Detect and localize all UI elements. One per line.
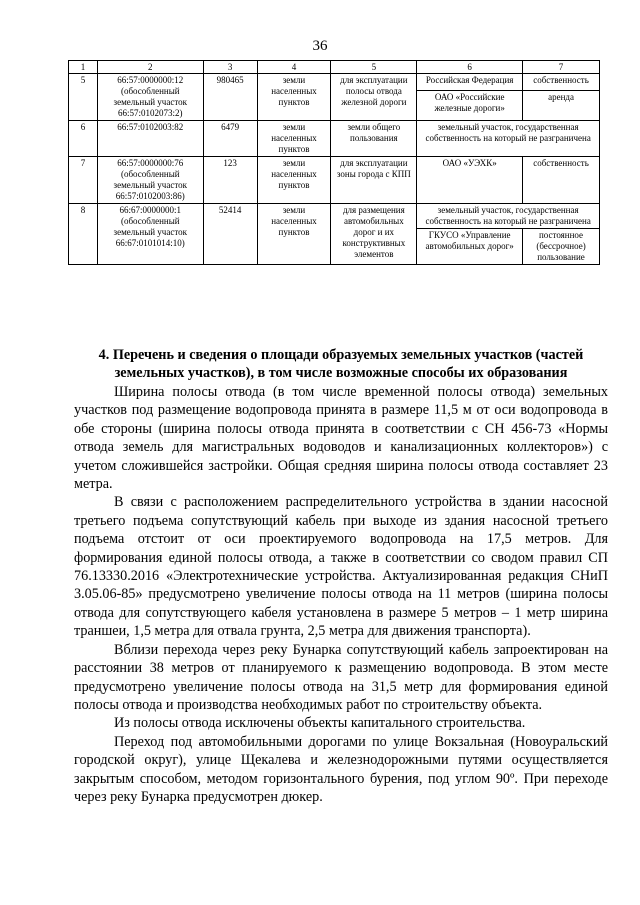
rights-holder: ОАО «Российские железные дороги»	[417, 90, 523, 120]
column-header: 1	[69, 61, 98, 74]
column-header: 3	[203, 61, 257, 74]
table-row	[69, 120, 600, 156]
land-category: земли населенных пунктов	[257, 120, 331, 156]
ownership-status: земельный участок, государственная собственность на который не разграничена	[417, 120, 600, 156]
plot-area: 123	[203, 156, 257, 203]
permitted-use: для эксплуатации зоны города с КПП	[331, 156, 417, 203]
permitted-use: для эксплуатации полосы отвода железной дороги	[331, 74, 417, 121]
column-header: 4	[257, 61, 331, 74]
land-category: земли населенных пунктов	[257, 156, 331, 203]
row-number: 5	[69, 74, 98, 121]
paragraph: Ширина полосы отвода (в том числе временной полосы отвода) земельных участков под размещение водопровода принята в размере 11,5 м от оси водопровода в обе стороны (ширина полосы отвода принята в соответствии с СН 456-73 «Нормы отвода земель для магистральных водоводов и канализационных коллекторов») с учетом сложившейся застройки. Общая средняя ширина полосы отвода составляет 23 метра.	[74, 384, 608, 493]
paragraph: Из полосы отвода исключены объекты капитального строительства.	[114, 715, 526, 732]
cadastral-number: 66:57:0000000:12 (обособленный земельный участок 66:57:0102073:2)	[97, 74, 203, 121]
rights-holder: Российская Федерация	[417, 74, 523, 91]
permitted-use: для размещения автомобильных дорог и их конструктивных элементов	[331, 203, 417, 264]
right-type: собственность	[523, 74, 600, 91]
paragraph: Переход под автомобильными дорогами по улице Вокзальная (Новоуральский городской округ), улице Щекалева и железнодорожными путями осуществляется закрытым способом, методом горизонтального бурения, под углом 90º. При переходе через реку Бунарка предусмотрен дюкер.	[74, 733, 608, 805]
permitted-use: земли общего пользования	[331, 120, 417, 156]
cadastral-number: 66:57:0000000:76 (обособленный земельный участок 66:57:0102003:86)	[97, 156, 203, 203]
plot-area: 6479	[203, 120, 257, 156]
land-category: земли населенных пунктов	[257, 203, 331, 264]
table-row	[69, 203, 600, 228]
land-plots-table	[68, 60, 600, 265]
paragraph: Вблизи перехода через реку Бунарка сопутствующий кабель запроектирован на расстоянии 38 метров от планируемого к размещению водопровода. В этом месте предусмотрено увеличение полосы отвода на 31,5 метр для формирования единой полосы отвода и производства необходимых работ по строительству объекта.	[74, 641, 608, 713]
row-number: 8	[69, 203, 98, 264]
page-number: 36	[312, 38, 328, 54]
table-row	[69, 74, 600, 91]
column-header: 7	[523, 61, 600, 74]
paragraph: В связи с расположением распределительного устройства в здании насосной третьего подъема сопутствующий кабель при выходе из здания насосной третьего подъема отстоит от оси проектируемого водопровода на 17,5 метров. Для формирования единой полосы отвода, а также в соответствии со сводом правил СП 76.13330.2016 «Электротехнические устройства. Актуализированная редакция СНиП 3.05.06-85» предусмотрено увеличение полосы отвода на 11 метров (ширина полосы отвода для сопутствующего кабеля установлена в размере 5 метров – 1 метр ширина траншеи, 1,5 метра для отвала грунта, 2,5 метра для движения транспорта).	[74, 494, 608, 640]
ownership-status: земельный участок, государственная собственность на который не разграничена	[417, 203, 600, 228]
rights-holder: ГКУСО «Управление автомобильных дорог»	[417, 228, 523, 264]
plot-area: 52414	[203, 203, 257, 264]
right-type: собственность	[523, 156, 600, 203]
table-header-row	[69, 61, 600, 74]
section-heading: 4. Перечень и сведения о площади образуемых земельных участков (частей земельных участков), в том числе возможные способы их образования	[98, 347, 584, 381]
row-number: 6	[69, 120, 98, 156]
section-4	[74, 346, 608, 806]
land-category: земли населенных пунктов	[257, 74, 331, 121]
cadastral-number: 66:57:0102003:82	[97, 120, 203, 156]
right-type: постоянное (бессрочное) пользование	[523, 228, 600, 264]
column-header: 2	[97, 61, 203, 74]
column-header: 6	[417, 61, 523, 74]
cadastral-number: 66:67:0000000:1 (обособленный земельный участок 66:67:0101014:10)	[97, 203, 203, 264]
column-header: 5	[331, 61, 417, 74]
plot-area: 980465	[203, 74, 257, 121]
rights-holder: ОАО «УЭХК»	[417, 156, 523, 203]
right-type: аренда	[523, 90, 600, 120]
table-row	[69, 156, 600, 203]
row-number: 7	[69, 156, 98, 203]
